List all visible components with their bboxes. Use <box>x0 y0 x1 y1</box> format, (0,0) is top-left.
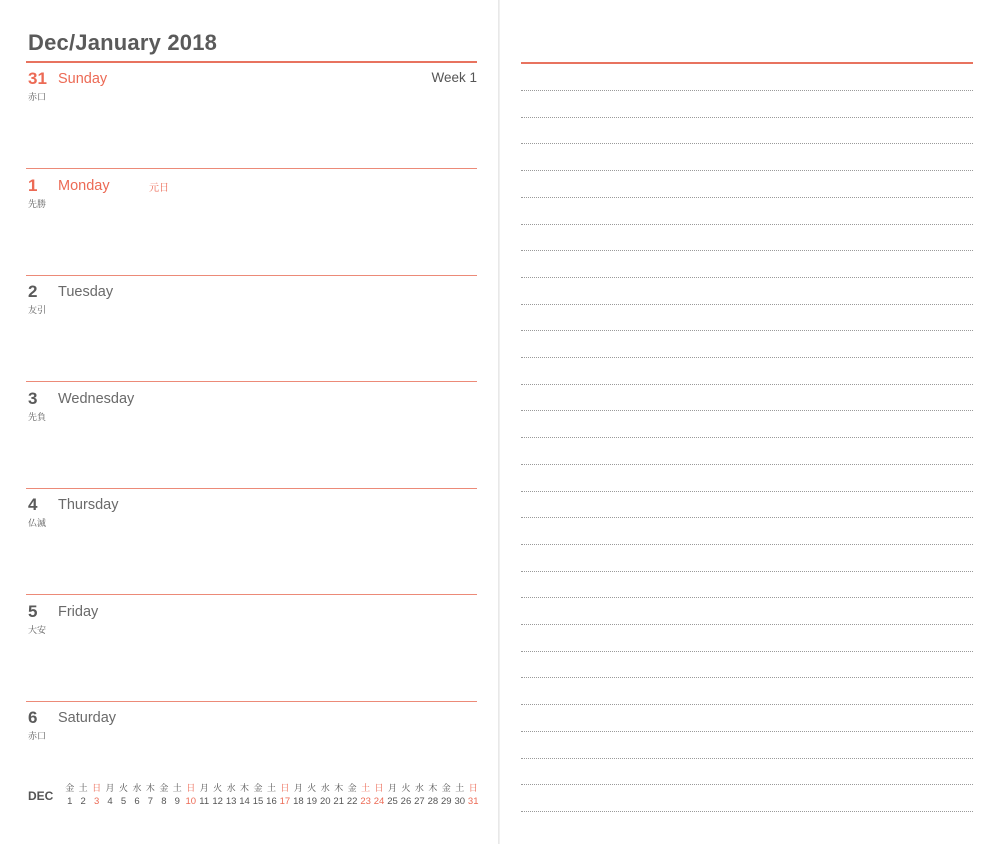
day-name: Friday <box>58 604 99 620</box>
day-number: 2 <box>28 282 38 301</box>
mini-calendar-date: 27 <box>414 796 425 807</box>
day-block[interactable] <box>26 489 477 595</box>
day-name: Tuesday <box>58 284 114 300</box>
day-number: 1 <box>28 176 38 195</box>
mini-calendar-weekday: 木 <box>240 783 250 793</box>
day-number: 6 <box>28 708 38 727</box>
day-divider <box>26 594 477 595</box>
note-line[interactable] <box>521 651 973 652</box>
mini-calendar-weekday: 土 <box>266 783 276 793</box>
mini-calendar-weekday: 木 <box>145 783 155 793</box>
mini-calendar-day <box>171 782 184 808</box>
mini-calendar-day <box>386 782 399 808</box>
day-number: 5 <box>28 602 38 621</box>
rokuyo-label: 赤口 <box>28 731 47 741</box>
note-line[interactable] <box>521 758 973 759</box>
holiday-label: 元日 <box>149 183 169 194</box>
day-divider <box>26 381 477 382</box>
notes-header-rule <box>521 62 973 64</box>
mini-calendar-weekday: 木 <box>334 783 344 793</box>
mini-calendar-weekday: 水 <box>414 783 424 793</box>
mini-calendar-weekday: 火 <box>307 783 317 793</box>
mini-calendar-day <box>76 782 89 808</box>
note-line[interactable] <box>521 277 973 278</box>
mini-calendar-date: 26 <box>400 796 412 807</box>
mini-calendar-weekday: 水 <box>320 783 330 793</box>
mini-calendar-day <box>467 782 480 808</box>
day-name: Monday <box>58 178 110 194</box>
mini-calendar-weekday: 日 <box>468 783 478 793</box>
note-line[interactable] <box>521 357 973 358</box>
note-line[interactable] <box>521 677 973 678</box>
day-name: Thursday <box>58 497 119 513</box>
rokuyo-label: 仏滅 <box>28 518 47 528</box>
mini-calendar-day <box>453 782 466 808</box>
mini-calendar-date: 15 <box>252 796 264 807</box>
mini-calendar-date: 31 <box>467 796 479 807</box>
mini-calendar-date: 12 <box>212 796 223 807</box>
mini-calendar-date: 22 <box>346 796 358 807</box>
mini-calendar-weekday: 火 <box>119 783 129 793</box>
note-line[interactable] <box>521 784 973 785</box>
mini-calendar-day <box>278 782 291 808</box>
mini-calendar-date: 18 <box>293 796 304 807</box>
mini-calendar-day <box>224 782 237 808</box>
mini-calendar-date: 13 <box>225 796 237 807</box>
mini-calendar-weekday: 火 <box>213 783 223 793</box>
rokuyo-label: 先負 <box>28 412 47 422</box>
mini-calendar-day <box>319 782 332 808</box>
day-number: 31 <box>28 69 47 88</box>
mini-calendar-date: 16 <box>266 796 277 807</box>
mini-calendar-day <box>144 782 157 808</box>
mini-calendar-date: 21 <box>333 796 344 807</box>
mini-calendar-date: 17 <box>279 796 291 807</box>
mini-calendar-date: 20 <box>319 796 331 807</box>
mini-calendar-day <box>90 782 103 808</box>
day-block[interactable] <box>26 383 477 489</box>
mini-calendar-weekday: 月 <box>293 783 303 793</box>
day-block[interactable] <box>26 170 477 276</box>
mini-calendar-date: 14 <box>239 796 250 807</box>
mini-calendar-date: 19 <box>306 796 318 807</box>
weekly-page <box>0 0 498 844</box>
note-line[interactable] <box>521 90 973 91</box>
mini-calendar-date: 11 <box>199 796 210 807</box>
mini-calendar-date: 4 <box>107 796 113 807</box>
page-title: Dec/January 2018 <box>28 30 218 55</box>
mini-calendar-day <box>63 782 76 808</box>
day-block[interactable] <box>26 596 477 702</box>
note-line[interactable] <box>521 704 973 705</box>
mini-calendar-date: 10 <box>185 796 197 807</box>
day-name: Sunday <box>58 71 108 87</box>
note-line[interactable] <box>521 330 973 331</box>
note-line[interactable] <box>521 250 973 251</box>
mini-calendar-date: 7 <box>147 796 154 807</box>
mini-calendar-date: 28 <box>427 796 439 807</box>
note-line[interactable] <box>521 384 973 385</box>
note-line[interactable] <box>521 410 973 411</box>
note-line[interactable] <box>521 197 973 198</box>
mini-calendar-weekday: 月 <box>388 783 398 793</box>
mini-calendar-day <box>413 782 426 808</box>
mini-calendar-day <box>399 782 412 808</box>
mini-calendar-date: 6 <box>134 796 140 807</box>
note-line[interactable] <box>521 491 973 492</box>
note-line[interactable] <box>521 464 973 465</box>
mini-calendar-day <box>103 782 116 808</box>
mini-calendar-weekday: 水 <box>226 783 236 793</box>
mini-calendar-day <box>157 782 170 808</box>
day-number: 4 <box>28 495 38 514</box>
week-label: Week 1 <box>431 70 477 85</box>
mini-calendar-weekday: 日 <box>374 783 384 793</box>
mini-calendar-day <box>305 782 318 808</box>
mini-calendar-date: 1 <box>67 796 73 807</box>
day-name: Saturday <box>58 710 117 726</box>
rokuyo-label: 先勝 <box>28 199 47 209</box>
mini-calendar-weekday: 金 <box>441 783 451 793</box>
mini-calendar-weekday: 日 <box>280 783 290 793</box>
mini-calendar-weekday: 金 <box>347 783 357 793</box>
mini-calendar-weekday: 火 <box>401 783 411 793</box>
mini-calendar-date: 2 <box>80 796 86 807</box>
mini-calendar-weekday: 金 <box>65 783 75 793</box>
mini-calendar-weekday: 土 <box>361 783 371 793</box>
mini-calendar-month: DEC <box>28 789 54 803</box>
mini-calendar-day <box>440 782 453 808</box>
mini-calendar-day <box>211 782 224 808</box>
note-line[interactable] <box>521 117 973 118</box>
mini-calendar-date: 30 <box>454 796 466 807</box>
note-line[interactable] <box>521 544 973 545</box>
mini-calendar-day <box>345 782 358 808</box>
mini-calendar <box>26 782 477 812</box>
mini-calendar-day <box>251 782 264 808</box>
note-line[interactable] <box>521 624 973 625</box>
mini-calendar-day <box>130 782 143 808</box>
mini-calendar-date: 3 <box>93 796 100 807</box>
note-line[interactable] <box>521 731 973 732</box>
mini-calendar-day <box>359 782 372 808</box>
mini-calendar-date: 29 <box>441 796 452 807</box>
mini-calendar-day <box>372 782 385 808</box>
note-line[interactable] <box>521 437 973 438</box>
rokuyo-label: 友引 <box>28 305 47 315</box>
mini-calendar-weekday: 木 <box>428 783 438 793</box>
mini-calendar-weekday: 月 <box>105 783 115 793</box>
mini-calendar-date: 25 <box>387 796 398 807</box>
mini-calendar-date: 5 <box>120 796 127 807</box>
mini-calendar-weekday: 日 <box>92 783 102 793</box>
mini-calendar-day <box>265 782 278 808</box>
mini-calendar-day <box>238 782 251 808</box>
notes-page <box>500 0 1000 844</box>
day-block[interactable] <box>26 63 477 169</box>
mini-calendar-weekday: 水 <box>132 783 142 793</box>
day-number: 3 <box>28 389 38 408</box>
note-line[interactable] <box>521 517 973 518</box>
note-line[interactable] <box>521 304 973 305</box>
mini-calendar-weekday: 土 <box>78 783 88 793</box>
note-line[interactable] <box>521 224 973 225</box>
mini-calendar-day <box>332 782 345 808</box>
mini-calendar-weekday: 土 <box>455 783 465 793</box>
mini-calendar-day <box>426 782 439 808</box>
day-block[interactable] <box>26 276 477 382</box>
mini-calendar-day <box>184 782 197 808</box>
day-block[interactable] <box>26 702 477 778</box>
note-line[interactable] <box>521 143 973 144</box>
mini-calendar-weekday: 日 <box>186 783 196 793</box>
mini-calendar-date: 9 <box>174 796 180 807</box>
mini-calendar-weekday: 金 <box>253 783 263 793</box>
mini-calendar-day <box>198 782 211 808</box>
rokuyo-label: 大安 <box>28 625 47 635</box>
mini-calendar-date: 8 <box>161 796 167 807</box>
mini-calendar-day <box>292 782 305 808</box>
note-line[interactable] <box>521 571 973 572</box>
note-line[interactable] <box>521 170 973 171</box>
rokuyo-label: 赤口 <box>28 92 47 102</box>
mini-calendar-date: 23 <box>360 796 371 807</box>
note-line[interactable] <box>521 811 973 812</box>
mini-calendar-weekday: 金 <box>159 783 169 793</box>
day-divider <box>26 168 477 169</box>
mini-calendar-weekday: 月 <box>199 783 209 793</box>
mini-calendar-weekday: 土 <box>172 783 182 793</box>
mini-calendar-date: 24 <box>373 796 385 807</box>
day-name: Wednesday <box>58 391 135 407</box>
note-line[interactable] <box>521 597 973 598</box>
mini-calendar-day <box>117 782 130 808</box>
